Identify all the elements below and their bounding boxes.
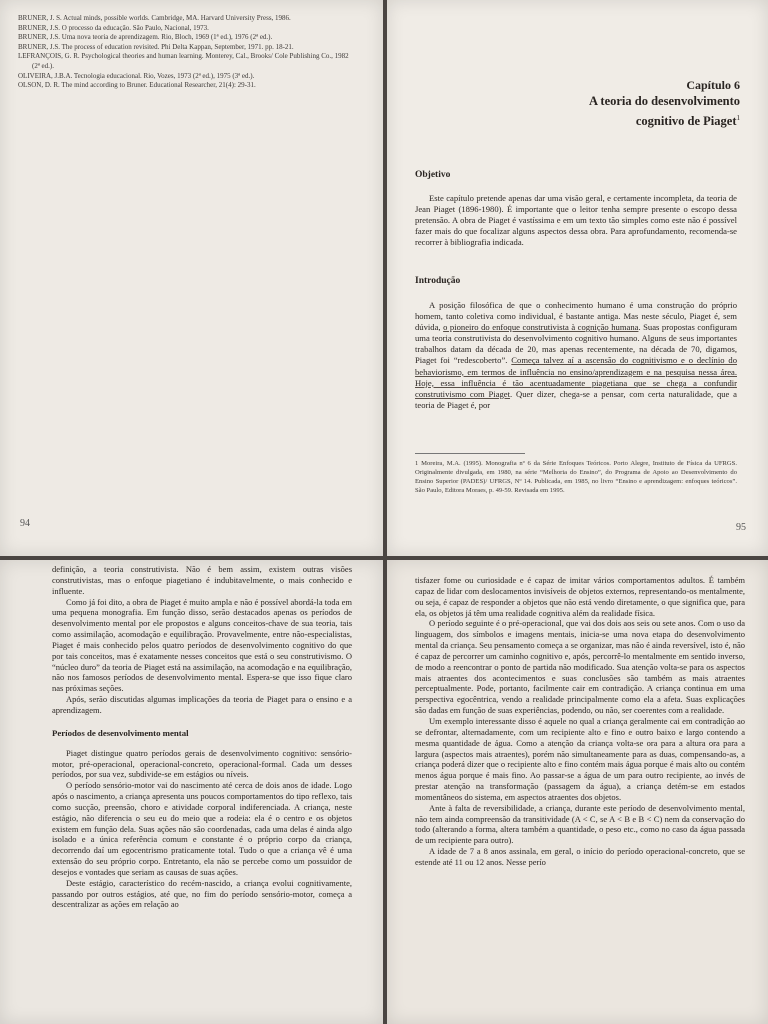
introduction-paragraph — [415, 300, 737, 411]
reference-item: BRUNER, J.S. The process of education revisited. Phi Delta Kappan, September, 1971. pp. 18-21. — [18, 42, 294, 51]
section-heading: Períodos de desenvolvimento mental — [52, 727, 189, 738]
paragraph: tisfazer fome ou curiosidade e é capaz de imitar vários comportamentos adultos. É também capaz de lidar com deslocamentos invisíveis de objetos externos, representando-os mentalmente, ou seja, é capaz de responder a objetos que não está vendo diretamente, o que significa que, para ela, os objetos já têm uma realidade cognitiva além da realidade física. — [415, 575, 745, 618]
page-number: 95 — [736, 522, 746, 533]
underlined-passage: Começa talvez aí a ascensão do cognitivismo e o declínio do behaviorismo, em termos de influência no ensino/aprendizagem e na pesquisa nessa área. Hoje, essa influência é tão acentuadamente piagetiana que se chega a confundir construtivismo com Piaget — [415, 355, 737, 399]
objective-heading: Objetivo — [415, 170, 451, 180]
intro-text: . Quer dizer, chega-se a pensar, com certa naturalidade, que a teoria de Piaget é, por — [415, 388, 737, 410]
page-96 — [0, 560, 383, 1024]
footnote-marker: 1 — [736, 114, 740, 122]
chapter-number: Capítulo 6 — [686, 78, 740, 92]
text-column — [52, 564, 352, 910]
paragraph: Após, serão discutidas algumas implicações da teoria de Piaget para o ensino e a aprendizagem. — [52, 694, 352, 715]
paragraph: O período sensório-motor vai do nascimento até cerca de dois anos de idade. Logo após o nascimento, a criança apresenta uns poucos comportamentos do tipo reflexo, tais como sucção, preensão, choro e atividade corporal indiferenciada. A criança, neste estágio, não diferencia o seu eu do meio que a rodeia: ela é o centro e os objetos existem em função dela. Suas ações não são coordenadas, cada uma delas é ainda algo isolado e a única referência comum e constante é o próprio corpo da criança, decorrendo daí um egocentrismo praticamente total. Tudo o que a criança vê é uma extensão do seu próprio corpo. Entretanto, ela não se percebe como um possuidor de desejos e vontades que seriam as causas de suas ações. — [52, 780, 352, 877]
underlined-passage: o pioneiro do enfoque construtivista à cognição humana — [443, 322, 639, 333]
page-94 — [0, 0, 383, 556]
paragraph: A idade de 7 a 8 anos assinala, em geral, o início do período operacional-concreto, que se estende até 11 ou 12 anos. Nesse perío — [415, 846, 745, 867]
paragraph: Ante à falta de reversibilidade, a criança, durante este período de desenvolvimento mental, não tem ainda compreensão da transitividade (A < C, se A < B e B < C) nem da conservação do todo (alterando a forma, altera também a quantidade, o peso etc., como no caso da água passada de um recipiente para outro). — [415, 802, 745, 846]
footnote-divider — [415, 453, 525, 454]
reference-item: BRUNER, J.S. Uma nova teoria de aprendizagem. Rio, Bloch, 1969 (1ª ed.), 1976 (2ª ed.). — [18, 33, 273, 42]
chapter-heading — [589, 77, 740, 130]
paragraph: Deste estágio, característico do recém-nascido, a criança evolui cognitivamente, passando por outros estágios, até que, no fim do período sensório-motor, começa a descentralizar as ações em relação ao — [52, 877, 352, 910]
text-column — [415, 575, 745, 868]
page-number: 94 — [20, 518, 30, 529]
paragraph: Um exemplo interessante disso é aquele no qual a criança geralmente cai em contradição ao se defrontar, alternadamente, com um recipiente alto e fino e outro baixo e largo contendo a mesma quantidade de água. Como a atenção da criança volta-se ora para a altura ora para a largura (aspectos mais atraentes), porém não simultaneamente para as duas, compensando-as, a criança poderá dizer que o recipiente alto e fino contém mais água porque é mais alto ou contém menos água porque é mais fino. Ao passar-se a água de um para outro recipiente, ao invés de prestar atenção na transformação (passagem da água), a criança detém-se em estados momentâneos do sistema, em aspectos atraentes dos objetos. — [415, 715, 745, 802]
page-95 — [387, 0, 768, 556]
paragraph: Como já foi dito, a obra de Piaget é muito ampla e não é possível abordá-la toda em uma pequena monografia. Em função disso, serão destacados apenas os períodos de desenvolvimento mental por ele propostos e alguns conceitos-chave de sua teoria, tais como assimilação, acomodação e equilibração. Provavelmente, entre não-especialistas, Piaget é mais conhecido pelos quatro períodos de desenvolvimento cognitivo do que por tais conceitos, mas é exatamente nesses conceitos que está o seu construtivismo. O “núcleo duro” da teoria de Piaget está na assimilação, na acomodação e na equilibração, não nos famosos períodos de desenvolvimento mental. Espera-se que isso fique claro nas próximas seções. — [52, 596, 352, 694]
footnote: 1 Moreira, M.A. (1995). Monografia nº 6 da Série Enfoques Teóricos. Porto Alegre, Instituto de Física da UFRGS. Originalmente divulgada, em 1980, na série “Melhoria do Ensino”, do Programa de Apoio ao Desenvolvimento do Ensino Superior (PADES)/ UFRGS, Nº 14. Publicada, em 1985, no livro “Ensino e aprendizagem: enfoques teóricos”. São Paulo, Editora Moraes, p. 49-59. Revisada em 1995. — [415, 460, 737, 494]
reference-item: BRUNER, J. S. Actual minds, possible worlds. Cambridge, MA. Harvard University Press, 1986. — [18, 14, 291, 22]
paragraph: Piaget distingue quatro períodos gerais de desenvolvimento cognitivo: sensório-motor, pré-operacional, operacional-concreto, operacional-formal. Cada um desses períodos, por sua vez, subdivide-se em estágios ou níveis. — [52, 747, 352, 780]
chapter-title-line-2: cognitivo de Piaget — [635, 114, 737, 129]
intro-text: A posição filosófica de que o conhecimento humano é uma construção do próprio homem, tanto coletiva como individual, é bastante antiga. Mas neste século, Piaget é, sem dúvida, — [415, 300, 737, 333]
chapter-title-line-1: A teoria do desenvolvimento — [588, 94, 740, 108]
paragraph: definição, a teoria construtivista. Não é bem assim, existem outras visões construtivistas, mas o enfoque piagetiano é indubitavelmente, o mais conhecido e influente. — [52, 564, 352, 596]
paragraph: O período seguinte é o pré-operacional, que vai dos dois aos seis ou sete anos. Com o uso da linguagem, dos símbolos e imagens mentais, inicia-se uma nova etapa do desenvolvimento mental da criança. Seu pensamento começa a se organizar, mas não é ainda reversível, isto é, não é capaz de percorrer um caminho cognitivo e, após, percorrê-lo mentalmente em sentido inverso, de modo a reencontrar o ponto de partida não modificado. Sua atenção volta-se para os aspectos mais atraentes dos acontecimentos e suas conclusões são também as mais atraentes perceptualmente. Pode, portanto, facilmente cair em contradição. A criança continua em uma perspectiva egocêntrica, vendo a realidade principalmente como ela a afeta. Suas explicações são dadas em função de suas experiências, podendo, ou não, ser coerentes com a realidade. — [415, 618, 745, 716]
reference-list — [18, 14, 358, 91]
reference-item: OLIVEIRA, J.B.A. Tecnologia educacional. Rio, Vozes, 1973 (2ª ed.), 1975 (3ª ed.). — [18, 71, 255, 80]
reference-item: LEFRANÇOIS, G. R. Psychological theories and human learning. Monterey, Cal., Brooks/ Cole Publishing Co., 1982 (2ª ed.). — [18, 52, 349, 70]
introduction-heading: Introdução — [415, 276, 461, 286]
objective-paragraph: Este capítulo pretende apenas dar uma visão geral, e certamente incompleta, da teoria de Jean Piaget (1896-1980). É importante que o leitor tenha sempre presente o escopo dessa pretensão. A obra de Piaget é vastíssima e em um texto tão simples como este não é possível fazer mais do que focalizar alguns aspectos dessa obra. Para aprofundamento, recomenda-se recorrer à bibliografia indicada. — [415, 193, 737, 248]
reference-item: OLSON, D. R. The mind according to Bruner. Educational Researcher, 21(4): 29-31. — [18, 81, 256, 90]
intro-text: . Suas propostas configuram uma teoria construtivista do desenvolvimento cognitivo humano. Alguns de seus importantes trabalhos datam da década de 20, mas apenas recentemente, na década de 70, digamos, Piaget foi “redescoberto”. — [415, 322, 737, 366]
reference-item: BRUNER, J.S. O processo da educação. São Paulo, Nacional, 1973. — [18, 23, 209, 32]
page-97 — [387, 560, 768, 1024]
